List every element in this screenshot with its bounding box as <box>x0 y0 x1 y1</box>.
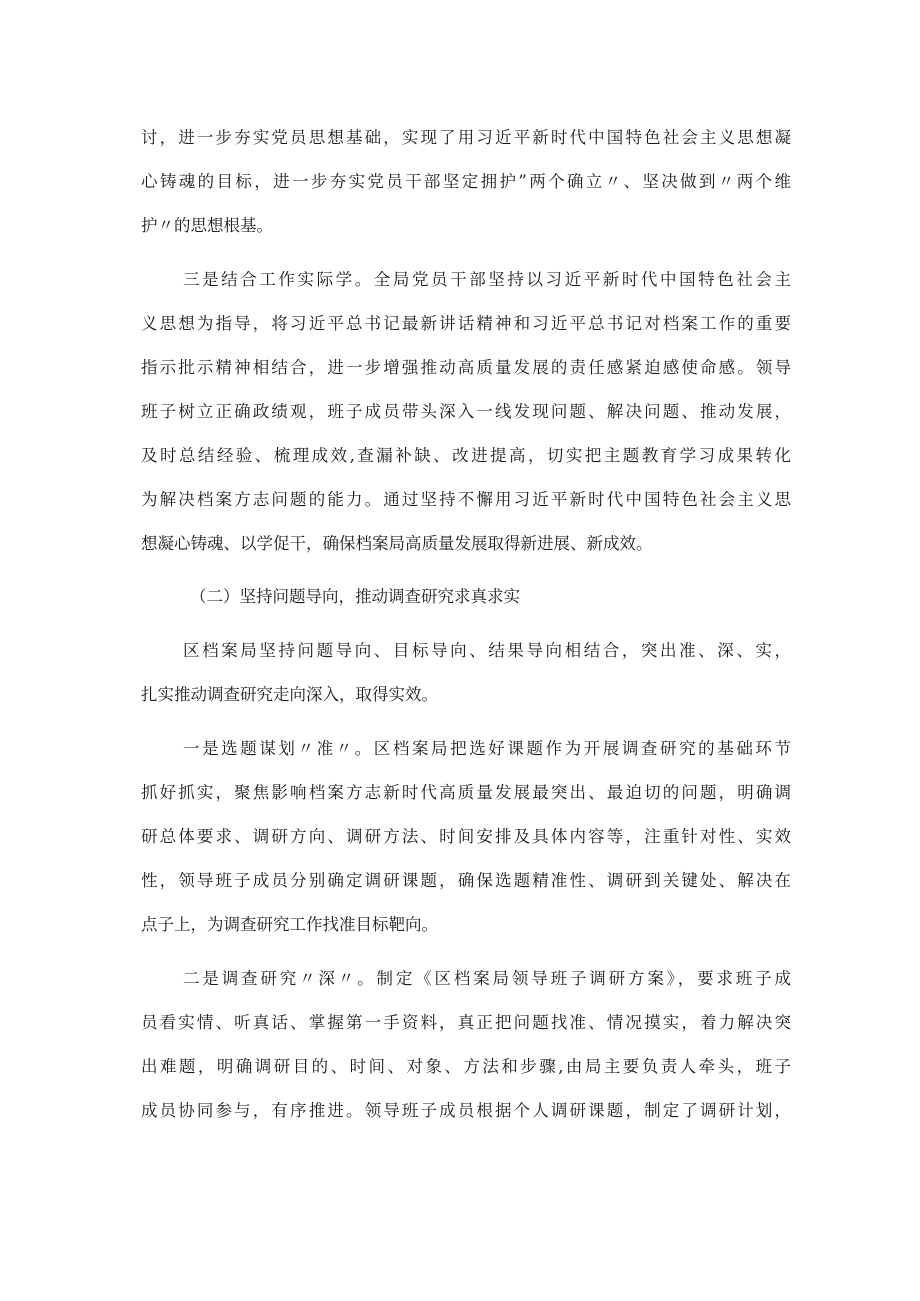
paragraph-1-line-2: 心铸魂的目标，进一步夯实党员干部坚定拥护”两个确立〃、坚决做到〃两个维 <box>141 172 791 191</box>
paragraph-1-line-1: 讨，进一步夯实党员思想基础，实现了用习近平新时代中国特色社会主义思想凝 <box>141 128 791 147</box>
paragraph-2-line-5: 及时总结经验、梳理成效,查漏补缺、改进提高，切实把主题教育学习成果转化 <box>141 446 791 465</box>
paragraph-5-line-4: 成员协同参与，有序推进。领导班子成员根据个人调研课题，制定了调研计划， <box>141 1101 791 1120</box>
paragraph-2-line-6: 为解决档案方志问题的能力。通过坚持不懈用习近平新时代中国特色社会主义思 <box>141 490 791 509</box>
paragraph-2-line-4: 班子树立正确政绩观，班子成员带头深入一线发现问题、解决问题、推动发展， <box>141 402 791 421</box>
paragraph-2-line-7: 想凝心铸魂、以学促干，确保档案局高质量发展取得新进展、新成效。 <box>141 534 653 553</box>
paragraph-3-line-1: 区档案局坚持问题导向、目标导向、结果导向相结合，突出准、深、实， <box>183 641 791 660</box>
paragraph-4-line-4: 性，领导班子成员分别确定调研课题，确保选题精准性、调研到关键处、解决在 <box>141 871 791 890</box>
paragraph-5-line-2: 员看实情、听真话、掌握第一手资料，真正把问题找准、情况摸实，着力解决突 <box>141 1013 791 1032</box>
paragraph-5-line-3: 出难题，明确调研目的、时间、对象、方法和步骤,由局主要负责人牵头，班子 <box>141 1057 791 1076</box>
paragraph-1-line-3: 护〃的思想根基。 <box>141 216 273 235</box>
paragraph-4-line-3: 研总体要求、调研方向、调研方法、时间安排及具体内容等，注重针对性、实效 <box>141 827 791 846</box>
paragraph-4-line-5: 点子上，为调查研究工作找准目标靶向。 <box>141 915 438 934</box>
paragraph-2-line-2: 义思想为指导，将习近平总书记最新讲话精神和习近平总书记对档案工作的重要 <box>141 314 791 333</box>
section-heading: （二）坚持问题导向，推动调查研究求真求实 <box>190 587 520 606</box>
paragraph-4-line-1: 一是选题谋划〃准〃。区档案局把选好课题作为开展调查研究的基础环节 <box>183 739 791 758</box>
paragraph-2-line-3: 指示批示精神相结合，进一步增强推动高质量发展的责任感紧迫感使命感。领导 <box>141 358 791 377</box>
paragraph-3-line-2: 扎实推动调查研究走向深入，取得实效。 <box>141 685 438 704</box>
paragraph-2-line-1: 三是结合工作实际学。全局党员干部坚持以习近平新时代中国特色社会主 <box>183 270 791 289</box>
paragraph-5-line-1: 二是调查研究〃深〃。制定《区档案局领导班子调研方案》，要求班子成 <box>183 969 791 988</box>
paragraph-4-line-2: 抓好抓实，聚焦影响档案方志新时代高质量发展最突出、最迫切的问题，明确调 <box>141 783 791 802</box>
